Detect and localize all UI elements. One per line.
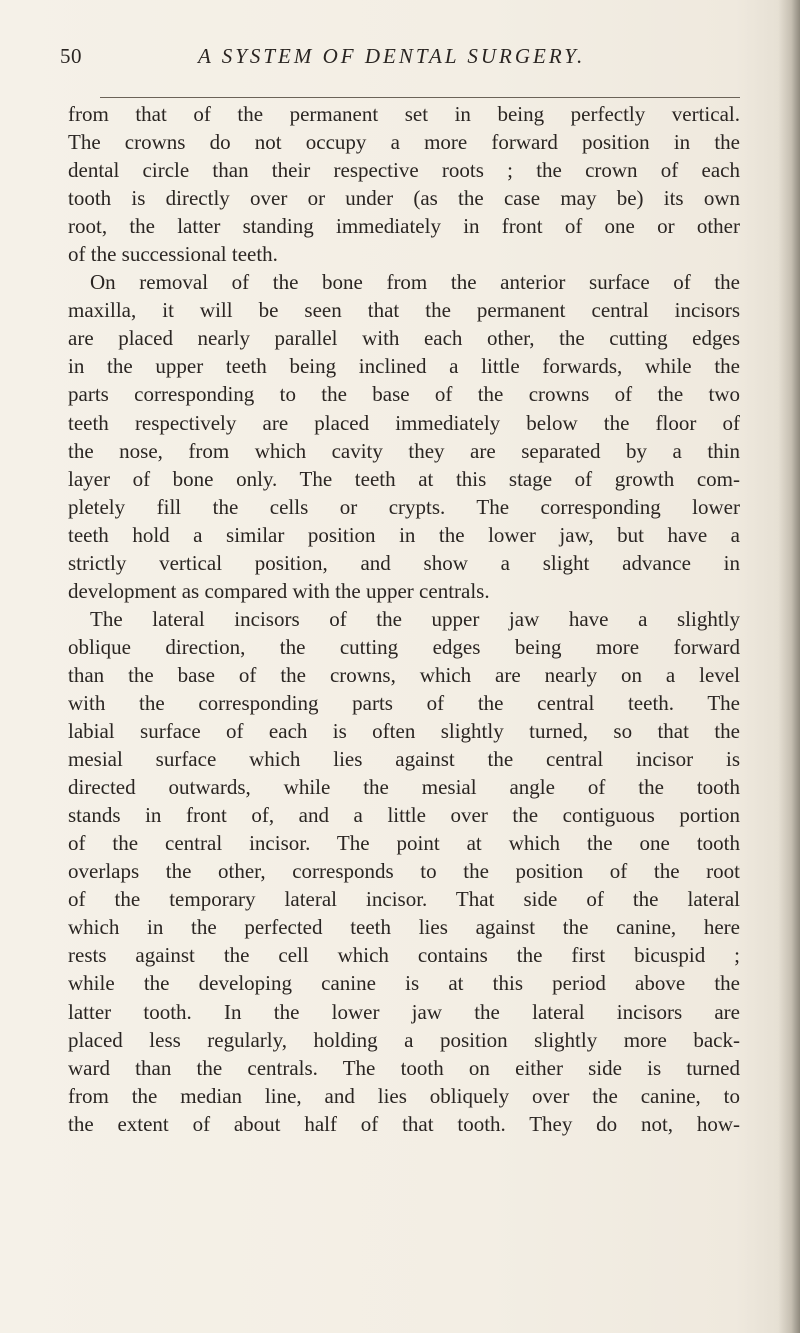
- text-line: of the successional teeth.: [68, 242, 278, 267]
- page-header: [58, 40, 748, 74]
- text-line: latter tooth. In the lower jaw the lateral incisors are: [68, 999, 740, 1024]
- text-line: with the corresponding parts of the central teeth. The: [68, 690, 740, 715]
- text-line: than the base of the crowns, which are nearly on a level: [68, 662, 740, 687]
- text-line: of the temporary lateral incisor. That side of the lateral: [68, 887, 740, 912]
- page-edge-shadow: [778, 0, 800, 1333]
- text-line: of the central incisor. The point at which the one tooth: [68, 831, 740, 856]
- text-line: strictly vertical position, and show a slight advance in: [68, 550, 740, 575]
- body-text: [68, 100, 740, 1138]
- text-line: The crowns do not occupy a more forward position in the: [68, 130, 740, 155]
- page-number: 50: [60, 44, 82, 68]
- text-line: maxilla, it will be seen that the permanent central incisors: [68, 298, 740, 323]
- text-line: placed less regularly, holding a position slightly more back-: [68, 1027, 740, 1052]
- text-line: labial surface of each is often slightly turned, so that the: [68, 719, 740, 744]
- text-line: from that of the permanent set in being perfectly vertical.: [68, 102, 740, 126]
- text-line: are placed nearly parallel with each other, the cutting edges: [68, 326, 740, 351]
- text-line: overlaps the other, corresponds to the position of the root: [68, 859, 740, 884]
- text-line: dental circle than their respective roots ; the crown of each: [68, 158, 740, 183]
- text-line: ward than the centrals. The tooth on either side is turned: [68, 1055, 740, 1080]
- text-line: which in the perfected teeth lies against the canine, here: [68, 915, 740, 940]
- text-line: root, the latter standing immediately in front of one or other: [68, 214, 740, 239]
- text-line: tooth is directly over or under (as the case may be) its own: [68, 186, 740, 211]
- header-rule: [100, 97, 740, 98]
- text-line: development as compared with the upper centrals.: [68, 578, 490, 603]
- text-line: On removal of the bone from the anterior surface of the: [90, 270, 740, 295]
- text-line: in the upper teeth being inclined a little forwards, while the: [68, 354, 740, 379]
- text-line: directed outwards, while the mesial angle of the tooth: [68, 775, 740, 800]
- text-line: while the developing canine is at this period above the: [68, 971, 740, 996]
- text-line: mesial surface which lies against the central incisor is: [68, 747, 740, 772]
- text-line: parts corresponding to the base of the crowns of the two: [68, 382, 740, 407]
- text-line: teeth respectively are placed immediately below the floor of: [68, 410, 740, 435]
- text-line: rests against the cell which contains the first bicuspid ;: [68, 943, 740, 968]
- text-line: teeth hold a similar position in the lower jaw, but have a: [68, 522, 740, 547]
- text-line: the extent of about half of that tooth. They do not, how-: [68, 1111, 740, 1136]
- text-line: pletely fill the cells or crypts. The corresponding lower: [68, 494, 740, 519]
- text-line: layer of bone only. The teeth at this stage of growth com-: [68, 466, 740, 491]
- text-line: oblique direction, the cutting edges being more forward: [68, 634, 740, 659]
- text-line: The lateral incisors of the upper jaw have a slightly: [90, 606, 740, 631]
- text-line: from the median line, and lies obliquely over the canine, to: [68, 1083, 740, 1108]
- text-line: the nose, from which cavity they are separated by a thin: [68, 438, 740, 463]
- running-title: A SYSTEM OF DENTAL SURGERY.: [198, 44, 586, 68]
- text-line: stands in front of, and a little over the contiguous portion: [68, 803, 740, 828]
